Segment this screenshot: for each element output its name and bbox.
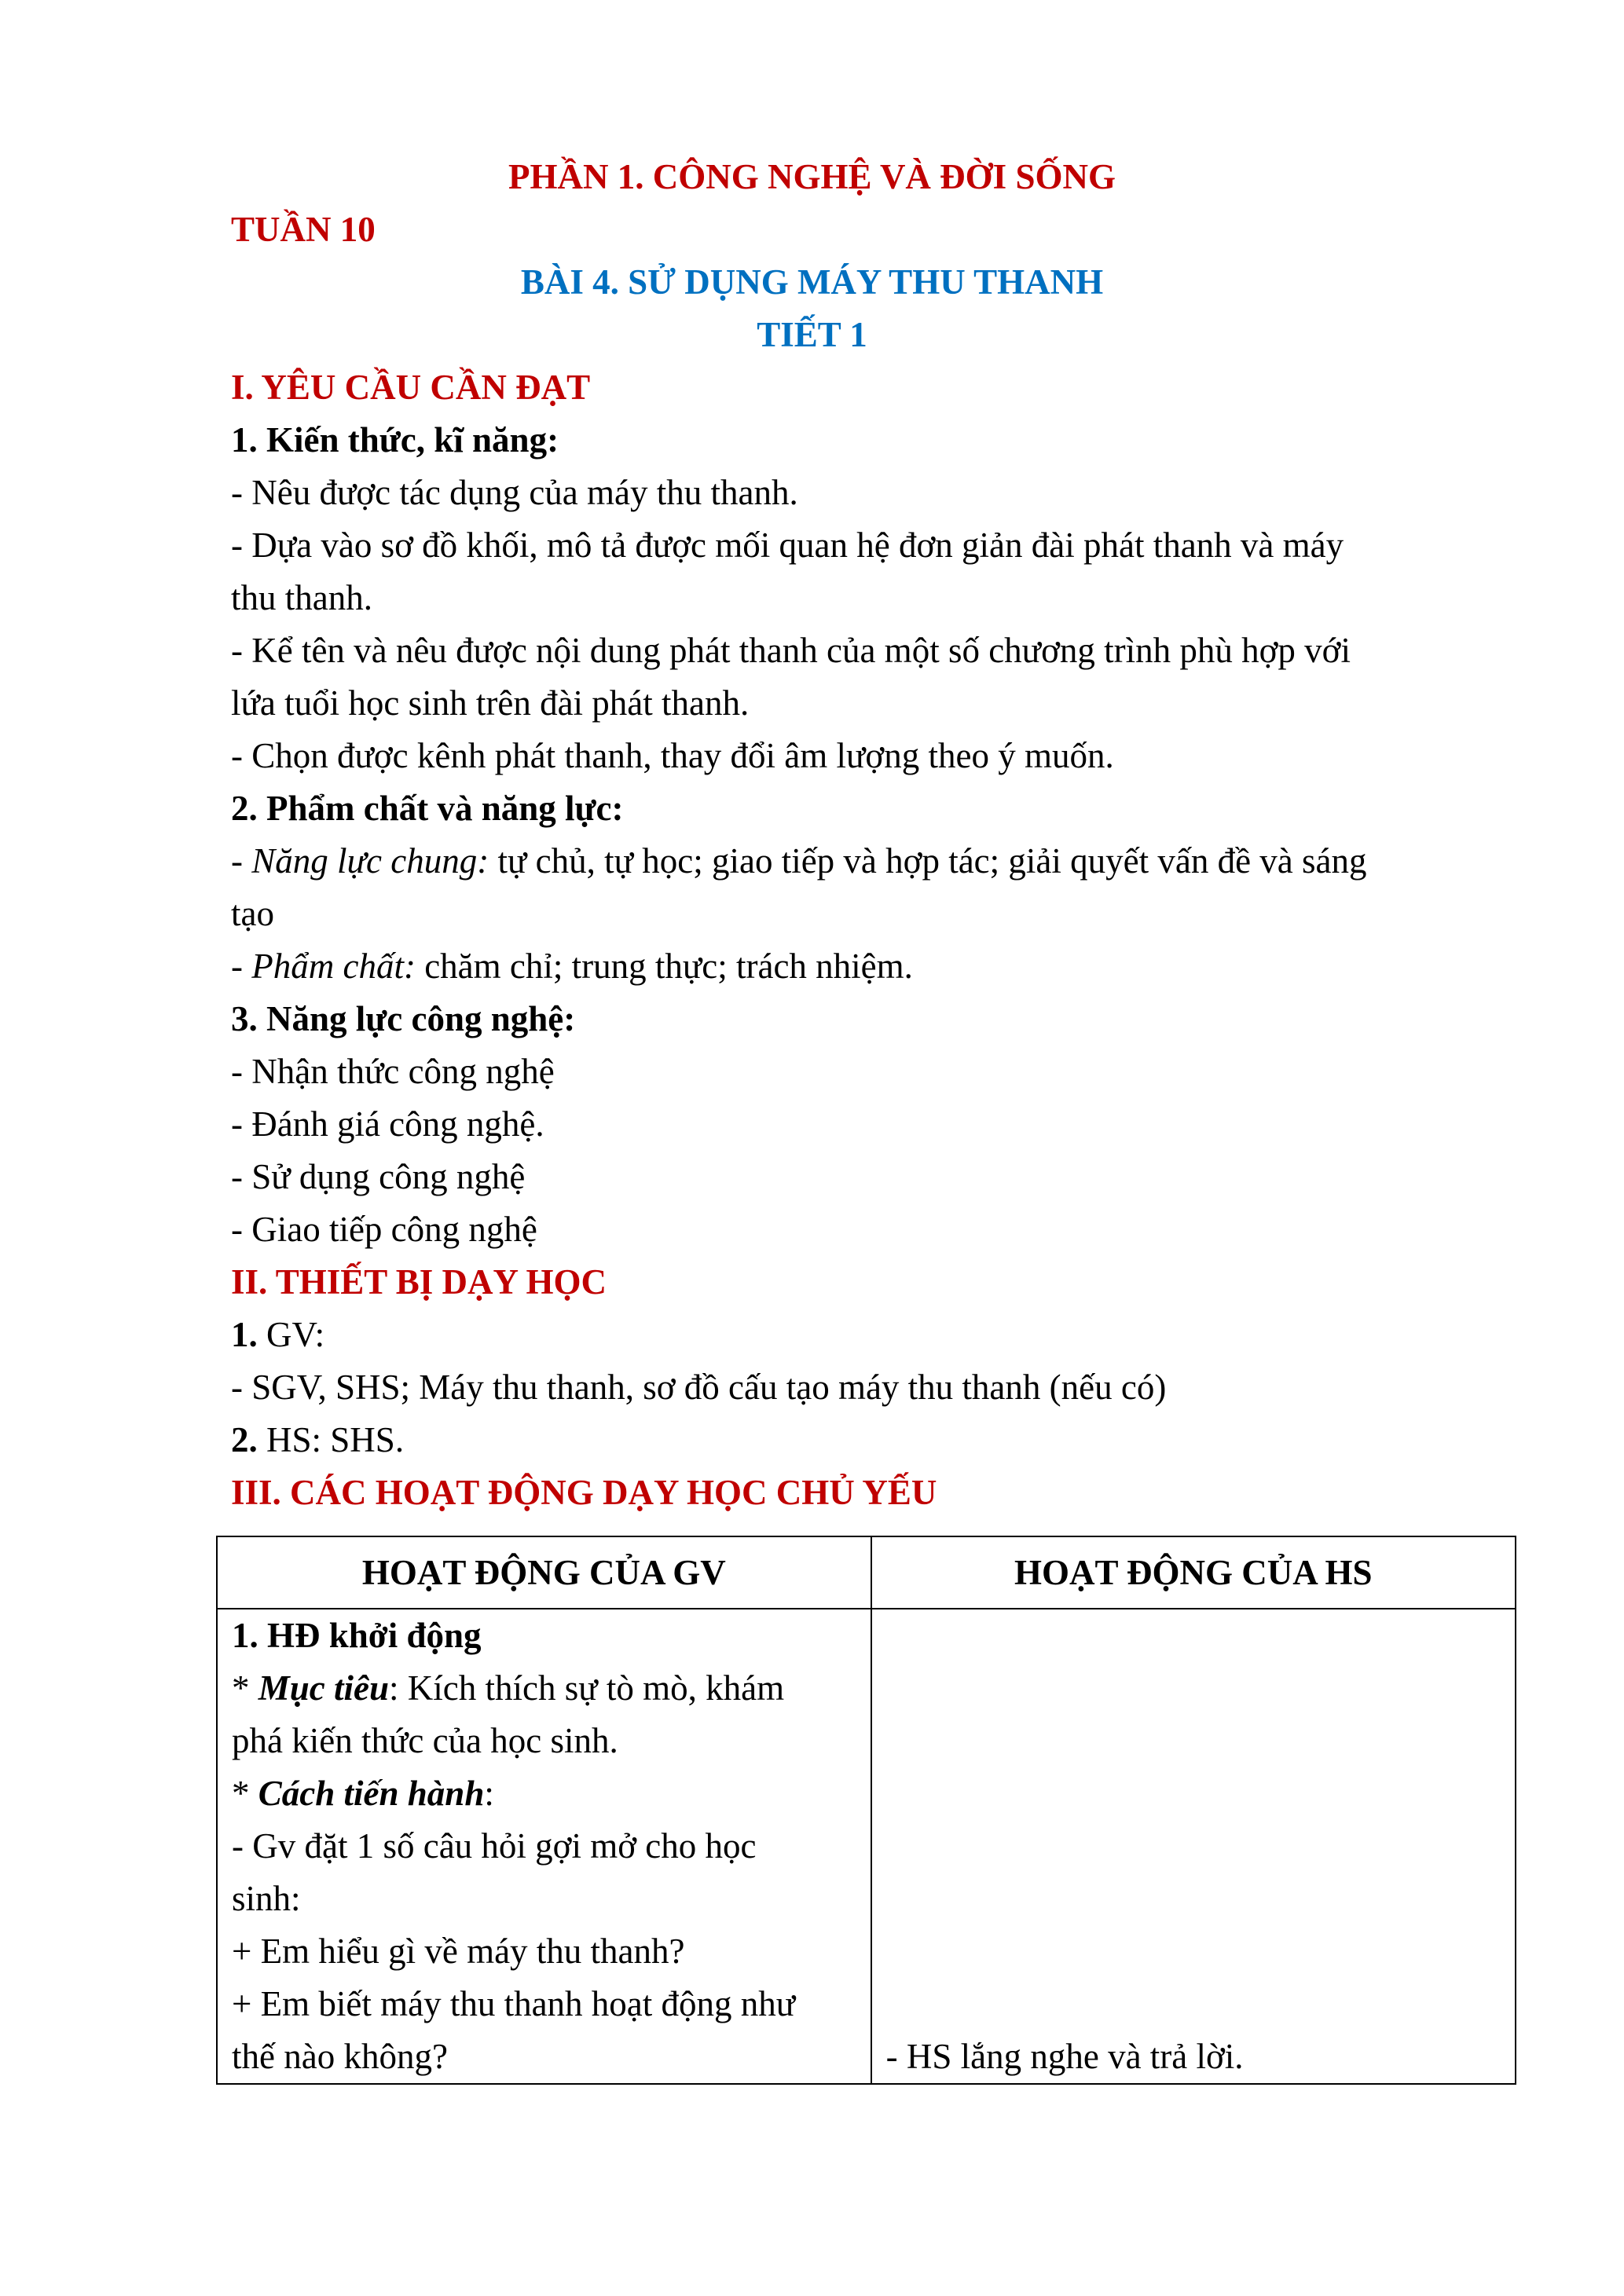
sub1-line: - Kể tên và nêu được nội dung phát thanh của một số chương trình phù hợp với (231, 631, 1351, 670)
section1-heading: I. YÊU CẦU CẦN ĐẠT (231, 368, 591, 407)
table-row (217, 1609, 1516, 2084)
gv-equipment-items: - SGV, SHS; Máy thu thanh, sơ đồ cấu tạo máy thu thanh (nếu có) (231, 1368, 1167, 1407)
dash: - (231, 947, 252, 986)
gv-line: + Em biết máy thu thanh hoạt động như (232, 1984, 796, 2023)
gv-equipment-line (231, 1309, 324, 1361)
method-label: Cách tiến hành (258, 1774, 485, 1813)
gv-line: thế nào không? (232, 2037, 448, 2076)
activity-title: 1. HĐ khởi động (232, 1616, 482, 1655)
goal-line (232, 1662, 856, 1715)
gv-label: GV: (257, 1315, 325, 1354)
header-hs: HOẠT ĐỘNG CỦA HS (871, 1536, 1516, 1609)
sub1-line: lứa tuổi học sinh trên đài phát thanh. (231, 683, 750, 723)
sub3-title: 3. Năng lực công nghệ: (231, 999, 576, 1038)
week-label: TUẦN 10 (231, 210, 376, 249)
period-label: TIẾT 1 (757, 315, 867, 354)
sub1-line: - Chọn được kênh phát thanh, thay đổi âm lượng theo ý muốn. (231, 736, 1114, 775)
gv-number: 1. (231, 1315, 258, 1354)
quality-label: Phẩm chất: (251, 947, 416, 986)
general-competence-text: tự chủ, tự học; giao tiếp và hợp tác; giải quyết vấn đề và sáng (489, 841, 1367, 881)
sub1-title: 1. Kiến thức, kĩ năng: (231, 420, 559, 460)
quality-line (231, 940, 913, 993)
hs-equipment-line (231, 1414, 404, 1467)
hs-label: HS: SHS. (257, 1420, 405, 1459)
sub2-title: 2. Phẩm chất và năng lực: (231, 789, 624, 828)
hs-number: 2. (231, 1420, 258, 1459)
general-competence-label: Năng lực chung: (251, 841, 489, 881)
section3-heading: III. CÁC HOẠT ĐỘNG DẠY HỌC CHỦ YẾU (231, 1473, 937, 1512)
lesson-title: BÀI 4. SỬ DỤNG MÁY THU THANH (520, 262, 1104, 302)
gv-line: + Em hiểu gì về máy thu thanh? (232, 1932, 685, 1971)
gv-line: sinh: (232, 1879, 301, 1918)
part-title: PHẦN 1. CÔNG NGHỆ VÀ ĐỜI SỐNG (508, 157, 1116, 196)
goal-star: * (232, 1668, 258, 1708)
table-header-row (217, 1536, 1516, 1609)
method-colon: : (484, 1774, 494, 1813)
hs-response: - HS lắng nghe và trả lời. (885, 2037, 1244, 2076)
general-competence-cont: tạo (231, 894, 274, 933)
header-gv: HOẠT ĐỘNG CỦA GV (217, 1536, 871, 1609)
general-competence-line (231, 835, 1367, 888)
goal-cont: phá kiến thức của học sinh. (232, 1721, 618, 1760)
goal-text: : Kích thích sự tò mò, khám (389, 1668, 785, 1708)
gv-line: - Gv đặt 1 số câu hỏi gợi mở cho học (232, 1826, 757, 1866)
sub1-line: - Nêu được tác dụng của máy thu thanh. (231, 473, 798, 512)
sub3-line: - Đánh giá công nghệ. (231, 1104, 544, 1144)
section2-heading: II. THIẾT BỊ DẠY HỌC (231, 1262, 607, 1302)
goal-label: Mục tiêu (258, 1668, 390, 1708)
gv-activity-cell (217, 1609, 871, 2084)
method-star: * (232, 1774, 258, 1813)
method-line (232, 1767, 856, 1820)
quality-text: chăm chỉ; trung thực; trách nhiệm. (415, 947, 913, 986)
sub1-line: thu thanh. (231, 578, 372, 617)
sub1-line: - Dựa vào sơ đồ khối, mô tả được mối quan hệ đơn giản đài phát thanh và máy (231, 525, 1344, 565)
activities-table (216, 1536, 1516, 2085)
sub3-line: - Sử dụng công nghệ (231, 1157, 526, 1196)
hs-activity-cell (871, 1609, 1516, 2084)
sub3-line: - Giao tiếp công nghệ (231, 1210, 537, 1249)
sub3-line: - Nhận thức công nghệ (231, 1052, 555, 1091)
dash: - (231, 841, 252, 881)
